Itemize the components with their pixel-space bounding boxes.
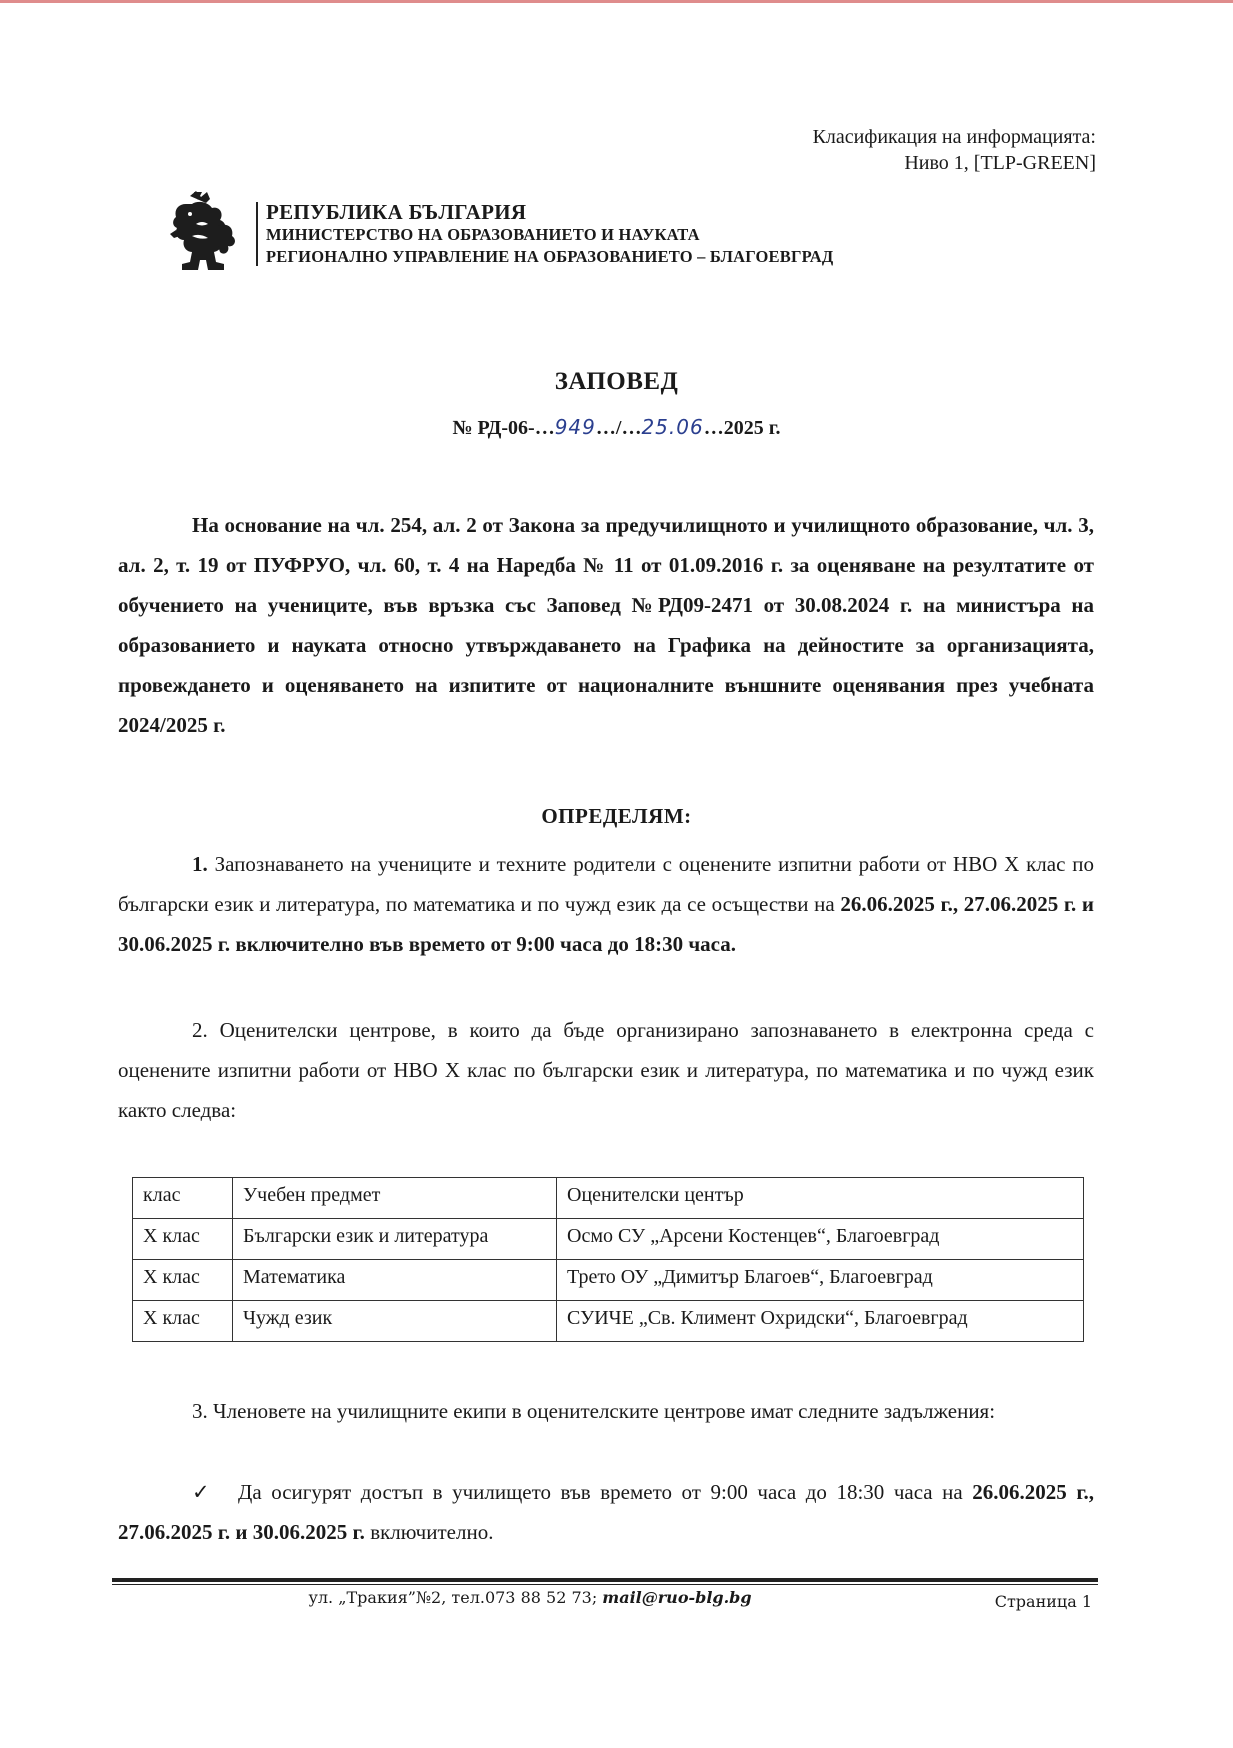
table-header-row (133, 1178, 1084, 1219)
regional-office-name: РЕГИОНАЛНО УПРАВЛЕНИЕ НА ОБРАЗОВАНИЕТО – БЛАГОЕВГРАД (266, 247, 834, 266)
footer-divider-thick (112, 1578, 1098, 1582)
ministry-name: МИНИСТЕРСТВО НА ОБРАЗОВАНИЕТО И НАУКАТА (266, 225, 700, 244)
point-3-paragraph: 3. Членовете на училищните екипи в оценителските центрове имат следните задължения: (192, 1399, 996, 1423)
header-cell-center: Оценителски център (557, 1178, 1084, 1219)
point-1-paragraph (118, 844, 1094, 964)
page-number: Страница 1 (994, 1592, 1092, 1611)
point-2-paragraph: 2. Оценителски центрове, в които да бъде организирано запознаването в електронна среда с оценените изпитни работи от НВО X клас по български език и литература, по математика и по чужд език както следва: (118, 1018, 1094, 1122)
header-cell-subject: Учебен предмет (233, 1178, 557, 1219)
footer-address (0, 1588, 1060, 1607)
country-name: РЕПУБЛИКА БЪЛГАРИЯ (266, 200, 527, 224)
header-cell-grade: клас (133, 1178, 233, 1219)
footer-email: mail@ruo-blg.bg (602, 1588, 752, 1607)
point-1-number: 1. (192, 852, 208, 876)
bullet-access-dates: 26.06.2025 г., 27.06.2025 г. и 30.06.2025 г. (118, 1480, 1094, 1544)
decide-heading: ОПРЕДЕЛЯМ: (541, 804, 692, 828)
bullet-access-paragraph (118, 1472, 1094, 1552)
order-number-dots: … (534, 417, 555, 439)
table-row (133, 1301, 1084, 1342)
bullet-access-text: Да осигурят достъп в училището във времето от 9:00 часа до 18:30 часа на (238, 1480, 973, 1504)
handwritten-date: 25.06 (641, 415, 704, 439)
cell-subject: Чужд език (233, 1301, 557, 1342)
document-title: ЗАПОВЕД (554, 368, 679, 395)
cell-grade: X клас (133, 1260, 233, 1301)
cell-grade: X клас (133, 1301, 233, 1342)
handwritten-number: 949 (554, 415, 596, 439)
cell-center: Осмо СУ „Арсени Костенцев“, Благоевград (557, 1219, 1084, 1260)
header-divider (256, 202, 258, 266)
institution-names (266, 200, 833, 268)
check-icon: ✓ (192, 1480, 210, 1504)
classification-label: Класификация на информацията: (812, 126, 1096, 148)
order-number-suffix: …2025 г. (703, 417, 781, 439)
evaluation-centers-table (132, 1177, 1084, 1342)
cell-subject: Математика (233, 1260, 557, 1301)
footer-address-text: ул. „Тракия”№2, тел.073 88 52 73; (308, 1588, 603, 1607)
bullet-access-tail: включително. (364, 1520, 494, 1544)
cell-center: Трето ОУ „Димитър Благоев“, Благоевград (557, 1260, 1084, 1301)
footer-divider-thin (112, 1584, 1098, 1585)
order-number-prefix: № РД-06- (452, 417, 535, 439)
point-1-text: Запознаването на учениците и техните родители с оценените изпитни работи от НВО X клас по български език и литература, по математика и по чужд език да се осъществи на (118, 852, 1094, 916)
cell-center: СУИЧЕ „Св. Климент Охридски“, Благоевград (557, 1301, 1084, 1342)
point-1-dates: 26.06.2025 г., 27.06.2025 г. и 30.06.2025 г. включително във времето от 9:00 часа до 18:30 часа. (118, 892, 1095, 956)
scan-edge (0, 0, 1233, 3)
table-row (133, 1260, 1084, 1301)
classification-block (813, 124, 1096, 176)
cell-grade: X клас (133, 1219, 233, 1260)
classification-level: Ниво 1, [TLP-GREEN] (904, 152, 1096, 174)
table-row (133, 1219, 1084, 1260)
cell-subject: Български език и литература (233, 1219, 557, 1260)
order-number (0, 415, 1233, 440)
order-number-separator: …/… (595, 417, 642, 439)
bulgarian-lion-emblem-icon (168, 190, 238, 272)
legal-basis-paragraph: На основание на чл. 254, ал. 2 от Закона за предучилищното и училищното образование, чл. 3, ал. 2, т. 19 от ПУФРУО, чл. 60, т. 4 на Наредба № 11 от 01.09.2016 г. за оценяване на резултатите от обучението на учениците, във връзка със Заповед №РД09-2471 от 30.08.2024 г. на министъра на образованието и науката относно утвърждаването на Графика на дейностите за организацията, провеждането и оценяването на изпитите от националните външните оценявания през учебната 2024/2025 г. (118, 513, 1094, 737)
